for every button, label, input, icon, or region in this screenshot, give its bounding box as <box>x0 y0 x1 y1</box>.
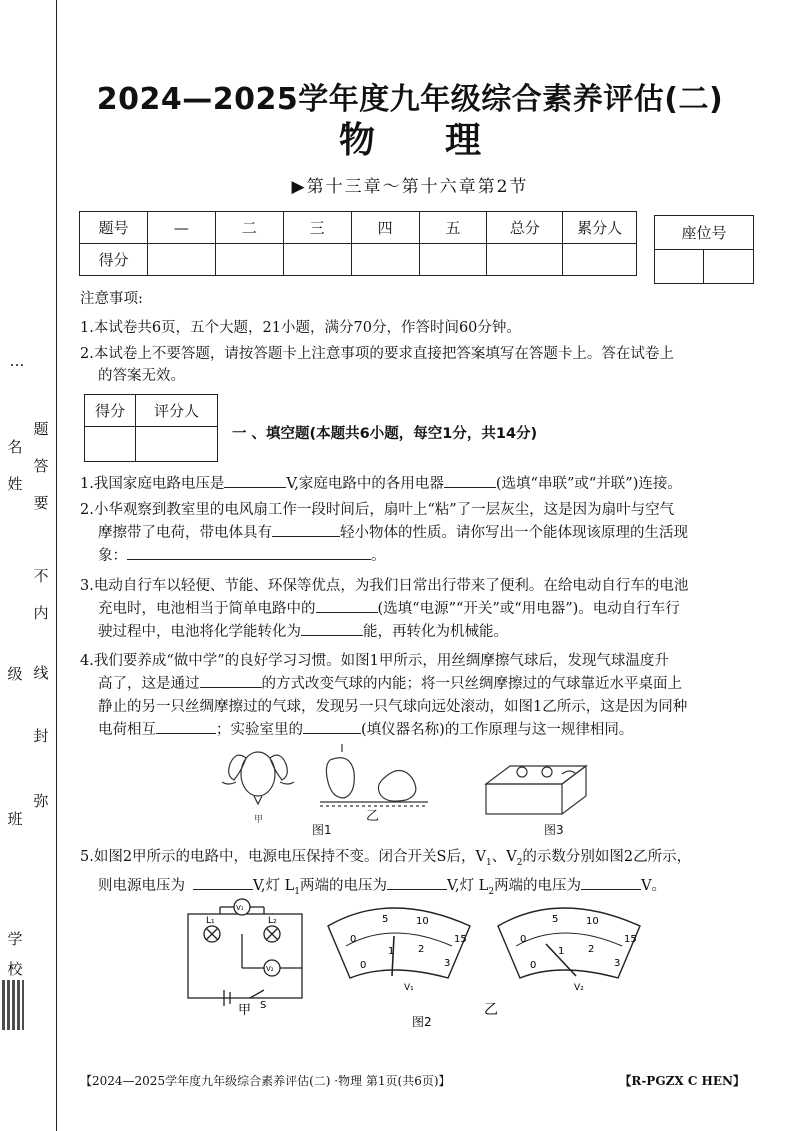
score-cell: 累分人 <box>563 212 637 244</box>
meter2-bottom-1: 1 <box>558 946 565 957</box>
score-cell-empty <box>215 244 283 276</box>
answer-blank <box>156 719 216 734</box>
answer-blank <box>301 621 363 636</box>
side-dots: … <box>9 352 25 370</box>
score-cell: 二 <box>215 212 283 244</box>
fig2-label-jia: 甲 <box>238 1003 252 1018</box>
figures-1-3 <box>210 742 590 842</box>
seal-line-char: 线 <box>33 664 49 682</box>
q5-text: 两端的电压为 <box>300 877 388 894</box>
score-cell: 三 <box>283 212 351 244</box>
q5-text: V。 <box>641 877 667 894</box>
section1-grader-box <box>84 394 218 462</box>
q1-text-1: 1.我国家庭电路电压是 <box>80 476 225 492</box>
lamp2-label: L₂ <box>268 916 277 926</box>
student-info-char: 学 <box>7 930 23 948</box>
meter2-top-10: 10 <box>586 916 599 927</box>
q1-text-2: V,家庭电路中的各用电器 <box>286 476 444 492</box>
switch-label: S <box>260 1000 267 1011</box>
seal-line-char: 内 <box>33 604 49 622</box>
fig1-caption: 图1 <box>312 823 332 837</box>
fig3-caption: 图3 <box>544 823 564 837</box>
fig2-label-yi: 乙 <box>484 1002 498 1018</box>
q4-line-2 <box>80 673 760 696</box>
footer-right: 【R-PGZX C HEN】 <box>619 1074 745 1088</box>
score-cell: 总分 <box>487 212 563 244</box>
q4-text: (填仪器名称)的工作原理与这一规律相同。 <box>361 722 634 738</box>
q4-line-1: 4.我们要养成“做中学”的良好学习习惯。如图1甲所示，用丝绸摩擦气球后，发现气球温度升 <box>80 653 669 669</box>
answer-blank <box>444 473 496 488</box>
student-info-char: 名 <box>7 438 23 456</box>
grader-cell-empty <box>136 427 218 462</box>
answer-blank <box>193 875 253 890</box>
student-info-char: 姓 <box>7 475 23 493</box>
q3-text: 能，再转化为机械能。 <box>363 624 508 640</box>
seal-line-char: 要 <box>33 494 49 512</box>
qr-code-icon <box>2 980 24 1030</box>
q5-line-1: 5.如图2甲所示的电路中，电源电压保持不变。闭合开关S后，$V_1$、$V_2$的示数分别如图2乙所示， <box>80 849 692 868</box>
score-table-score-row <box>80 244 637 276</box>
student-info-char: 班 <box>7 810 23 828</box>
q5-text: V,灯 L <box>253 877 295 894</box>
notes-heading: 注意事项: <box>80 291 143 307</box>
q5-text: 则电源电压为 <box>98 877 185 894</box>
voltmeter2-label: V₂ <box>266 965 274 973</box>
seat-cell-empty <box>704 250 754 284</box>
seal-line-char: 题 <box>33 420 49 438</box>
q3-text: (选填“电源”“开关”或“用电器”)。电动自行车行 <box>377 601 680 617</box>
lamp1-label: L₁ <box>206 916 215 926</box>
grader-score-header: 得分 <box>85 395 136 427</box>
q3-line-2 <box>80 598 760 621</box>
answer-blank <box>316 598 378 613</box>
meter2-bottom-0: 0 <box>530 960 537 971</box>
meter1-bottom-0: 0 <box>360 960 367 971</box>
answer-blank <box>272 522 340 537</box>
voltmeter1-label: V₁ <box>236 904 244 912</box>
q2-text: 轻小物体的性质。请你写出一个能体现该原理的生活现 <box>340 525 688 541</box>
q5-line-2: 则电源电压为 V,灯 $L_1$两端的电压为 V,灯 $L_2$两端的电压为 V。 <box>80 875 760 904</box>
score-row-label: 得分 <box>80 244 148 276</box>
meter2-top-5: 5 <box>552 914 559 925</box>
notes-item-2: 2.本试卷上不要答题，请按答题卡上注意事项的要求直接把答案填写在答题卡上。答在试卷上 <box>80 346 674 362</box>
balloon-rubbing-figure <box>222 752 294 804</box>
seat-number-box <box>654 215 754 284</box>
answer-blank <box>224 473 286 488</box>
grader-name-header: 评分人 <box>136 395 218 427</box>
q4-text: ；实验室里的 <box>216 722 303 738</box>
notes-item-2-cont: 的答案无效。 <box>98 368 185 384</box>
q1-text-3: (选填“串联”或“并联”)连接。 <box>495 476 682 492</box>
score-cell-empty <box>487 244 563 276</box>
q2-text: 摩擦带了电荷，带电体具有 <box>98 525 272 541</box>
answer-blank <box>303 719 361 734</box>
question-2 <box>80 499 760 568</box>
score-cell: 四 <box>351 212 419 244</box>
seat-number-label: 座位号 <box>655 216 754 250</box>
seal-line-char: 弥 <box>33 792 49 810</box>
meter1-bottom-2: 2 <box>418 944 425 955</box>
page-footer <box>80 1072 745 1089</box>
fig2-caption: 图2 <box>412 1015 432 1029</box>
chapter-scope: ▶第十三章～第十六章第2节 <box>291 177 529 197</box>
q4-line-3: 静止的另一只丝绸摩擦过的气球，发现另一只气球向远处滚动，如图1乙所示，这是因为同种 <box>98 699 688 715</box>
q4-text: 的方式改变气球的内能；将一只丝绸摩擦过的气球靠近水平桌面上 <box>261 676 682 692</box>
binding-line <box>56 0 57 1131</box>
fig1-label-jia: 甲 <box>254 815 264 825</box>
grader-cell-empty <box>85 427 136 462</box>
question-1 <box>80 473 760 496</box>
answer-blank <box>581 875 641 890</box>
figure-2 <box>180 896 680 1032</box>
seal-line-char: 答 <box>33 457 49 475</box>
meter2-name: V₂ <box>574 983 584 993</box>
q5-text: 两端的电压为 <box>494 877 582 894</box>
score-table <box>79 211 637 276</box>
q2-text: 象： <box>98 548 127 564</box>
subject-title: 物理 <box>338 120 551 161</box>
q3-text: 驶过程中，电池将化学能转化为 <box>98 624 301 640</box>
score-cell-empty <box>147 244 215 276</box>
meter1-top-5: 5 <box>382 914 389 925</box>
meter1-bottom-1: 1 <box>388 946 395 957</box>
answer-blank <box>200 673 262 688</box>
meter2-top-15: 15 <box>624 934 637 945</box>
score-table-header-row <box>80 212 637 244</box>
bulb-box-figure <box>486 766 586 814</box>
student-info-char: 级 <box>7 665 23 683</box>
student-info-char: 校 <box>7 960 23 978</box>
meter1-zero: 0 <box>350 934 357 945</box>
score-cell-empty <box>351 244 419 276</box>
q3-line-3 <box>80 621 760 644</box>
q4-text: 电荷相互 <box>98 722 156 738</box>
exam-title: 2024—2025学年度九年级综合素养评估(二) <box>96 82 724 117</box>
answer-blank <box>387 875 447 890</box>
meter1-name: V₁ <box>404 983 414 993</box>
q5-text: 、V <box>491 849 517 865</box>
q4-line-4 <box>80 719 760 742</box>
meter2-bottom-2: 2 <box>588 944 595 955</box>
balloons-on-table-figure <box>320 744 428 806</box>
q2-text: 。 <box>371 548 386 564</box>
section1-title: 一 、填空题(本题共6小题，每空1分，共14分) <box>232 426 538 442</box>
q3-text: 充电时，电池相当于简单电路中的 <box>98 601 316 617</box>
score-cell: — <box>147 212 215 244</box>
meter1-top-15: 15 <box>454 934 467 945</box>
fig1-label-yi: 乙 <box>366 809 380 824</box>
q2-line-2 <box>80 522 760 545</box>
meter1-bottom-3: 3 <box>444 958 451 969</box>
q4-text: 高了，这是通过 <box>98 676 200 692</box>
score-cell: 题号 <box>80 212 148 244</box>
seal-line-char: 封 <box>33 727 49 745</box>
score-cell-empty <box>283 244 351 276</box>
meter2-zero: 0 <box>520 934 527 945</box>
score-cell-empty <box>563 244 637 276</box>
seal-line-char: 不 <box>33 567 49 585</box>
seat-cell-empty <box>655 250 704 284</box>
q2-line-1: 2.小华观察到教室里的电风扇工作一段时间后，扇叶上“粘”了一层灰尘，这是因为扇叶与空气 <box>80 502 675 518</box>
q5-text: 5.如图2甲所示的电路中，电源电压保持不变。闭合开关S后，V <box>80 849 486 865</box>
question-4 <box>80 650 760 742</box>
notes-item-1: 1.本试卷共6页，五个大题，21小题，满分70分，作答时间60分钟。 <box>80 320 521 336</box>
question-3 <box>80 575 760 644</box>
q5-text: 的示数分别如图2乙所示， <box>522 849 692 865</box>
q5-text: V,灯 L <box>447 877 489 894</box>
q2-line-3 <box>80 545 760 568</box>
meter1-top-10: 10 <box>416 916 429 927</box>
score-cell: 五 <box>419 212 487 244</box>
score-cell-empty <box>419 244 487 276</box>
meter2-bottom-3: 3 <box>614 958 621 969</box>
footer-left: 【2024—2025学年度九年级综合素养评估(二) ·物理 第1页(共6页)】 <box>80 1074 451 1088</box>
q3-line-1: 3.电动自行车以轻便、节能、环保等优点，为我们日常出行带来了便利。在给电动自行车的电池 <box>80 578 689 594</box>
answer-blank <box>127 545 371 560</box>
